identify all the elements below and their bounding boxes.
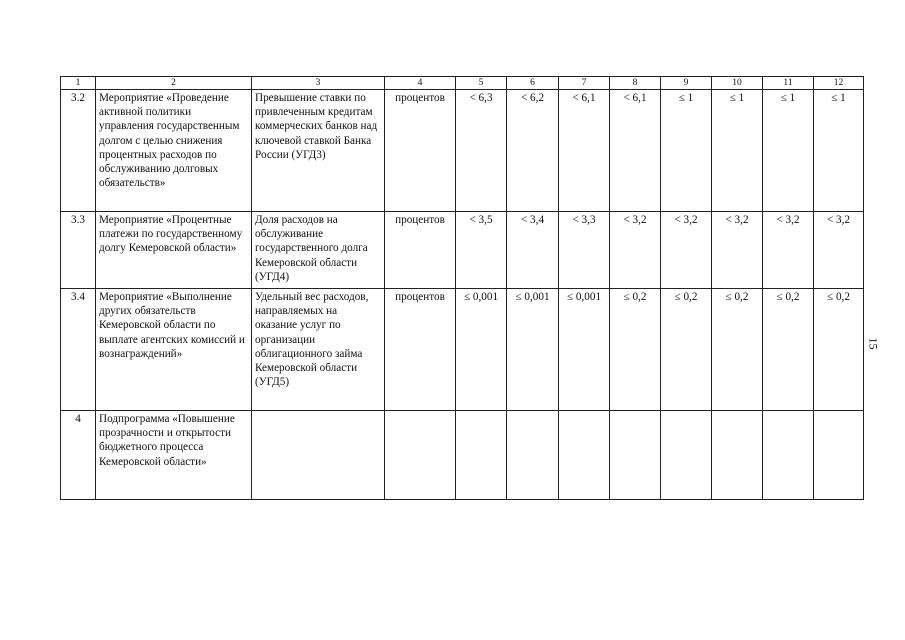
table-row xyxy=(61,289,864,411)
value-cell: ≤ 0,2 xyxy=(610,289,661,411)
value-cell: < 6,1 xyxy=(610,90,661,212)
header-cell: 4 xyxy=(385,77,456,90)
value-cell xyxy=(661,411,712,500)
activity-cell: Мероприятие «Проведение активной политики управления государственным долгом с целью снижения процентных расходов по обслуживанию долговых обязательств» xyxy=(96,90,252,212)
value-cell: ≤ 1 xyxy=(814,90,864,212)
value-cell: < 6,1 xyxy=(559,90,610,212)
value-cell: ≤ 0,001 xyxy=(559,289,610,411)
value-cell xyxy=(456,411,507,500)
row-number: 3.2 xyxy=(61,90,96,212)
indicator-cell: Доля расходов на обслуживание государственного долга Кемеровской области (УГД4) xyxy=(252,212,385,289)
activity-cell: Мероприятие «Выполнение других обязательств Кемеровской области по выплате агентских комиссий и вознаграждений» xyxy=(96,289,252,411)
header-cell: 1 xyxy=(61,77,96,90)
activity-cell: Мероприятие «Процентные платежи по государственному долгу Кемеровской области» xyxy=(96,212,252,289)
page-number: 15 xyxy=(866,337,881,350)
header-cell: 3 xyxy=(252,77,385,90)
value-cell: < 3,4 xyxy=(507,212,559,289)
value-cell: < 3,3 xyxy=(559,212,610,289)
header-cell: 8 xyxy=(610,77,661,90)
value-cell xyxy=(610,411,661,500)
header-cell: 10 xyxy=(712,77,763,90)
row-number: 3.4 xyxy=(61,289,96,411)
value-cell: ≤ 1 xyxy=(763,90,814,212)
header-row xyxy=(61,77,864,90)
value-cell xyxy=(559,411,610,500)
header-cell: 6 xyxy=(507,77,559,90)
value-cell xyxy=(763,411,814,500)
header-cell: 2 xyxy=(96,77,252,90)
value-cell: < 3,2 xyxy=(610,212,661,289)
table-row xyxy=(61,212,864,289)
value-cell: < 3,5 xyxy=(456,212,507,289)
value-cell: < 3,2 xyxy=(763,212,814,289)
table-row xyxy=(61,90,864,212)
unit-cell xyxy=(385,411,456,500)
value-cell: < 3,2 xyxy=(661,212,712,289)
row-number: 3.3 xyxy=(61,212,96,289)
value-cell: < 3,2 xyxy=(814,212,864,289)
value-cell: ≤ 0,001 xyxy=(507,289,559,411)
indicator-cell: Удельный вес расходов, направляемых на оказание услуг по организации облигационного займа Кемеровской области (УГД5) xyxy=(252,289,385,411)
activity-cell: Подпрограмма «Повышение прозрачности и открытости бюджетного процесса Кемеровской области» xyxy=(96,411,252,500)
value-cell: ≤ 0,2 xyxy=(661,289,712,411)
row-number: 4 xyxy=(61,411,96,500)
indicator-cell: Превышение ставки по привлеченным кредитам коммерческих банков над ключевой ставкой Банка России (УГД3) xyxy=(252,90,385,212)
value-cell: ≤ 1 xyxy=(712,90,763,212)
header-cell: 9 xyxy=(661,77,712,90)
value-cell xyxy=(814,411,864,500)
header-cell: 11 xyxy=(763,77,814,90)
value-cell: < 3,2 xyxy=(712,212,763,289)
value-cell: ≤ 0,001 xyxy=(456,289,507,411)
header-cell: 12 xyxy=(814,77,864,90)
unit-cell: процентов xyxy=(385,90,456,212)
value-cell: ≤ 1 xyxy=(661,90,712,212)
value-cell: ≤ 0,2 xyxy=(814,289,864,411)
indicator-cell xyxy=(252,411,385,500)
table-row xyxy=(61,411,864,500)
unit-cell: процентов xyxy=(385,212,456,289)
value-cell: ≤ 0,2 xyxy=(712,289,763,411)
value-cell xyxy=(712,411,763,500)
header-cell: 5 xyxy=(456,77,507,90)
value-cell xyxy=(507,411,559,500)
value-cell: ≤ 0,2 xyxy=(763,289,814,411)
unit-cell: процентов xyxy=(385,289,456,411)
indicators-table xyxy=(60,76,864,500)
value-cell: < 6,2 xyxy=(507,90,559,212)
header-cell: 7 xyxy=(559,77,610,90)
value-cell: < 6,3 xyxy=(456,90,507,212)
